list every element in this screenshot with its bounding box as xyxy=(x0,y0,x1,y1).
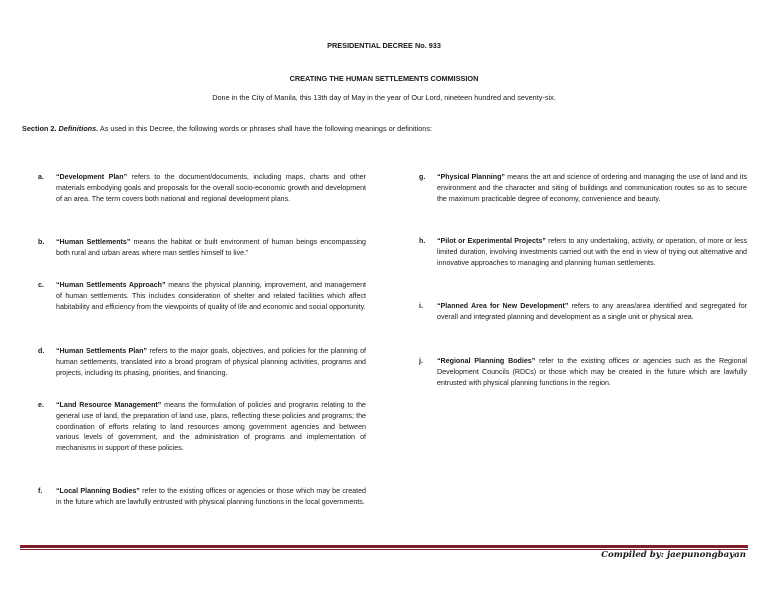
item-term: “Physical Planning” xyxy=(437,173,505,181)
item-letter: h. xyxy=(419,237,426,245)
item-term: “Regional Planning Bodies” xyxy=(437,357,536,365)
item-term: “Local Planning Bodies” xyxy=(56,487,140,495)
item-text: refers to the document/documents, including maps, charts and other materials embodying goals and proposals for the overall socio-economic growth and development of an area. The term covers both national and regional development plans. xyxy=(56,173,366,203)
decree-subtitle: CREATING THE HUMAN SETTLEMENTS COMMISSION xyxy=(289,74,479,83)
item-term: “Pilot or Experimental Projects” xyxy=(437,237,546,245)
section-name: Definitions. xyxy=(58,124,99,133)
compiled-by: Compiled by: jaepunongbayan xyxy=(601,550,746,560)
item-term: “Human Settlements” xyxy=(56,238,131,246)
item-letter: b. xyxy=(38,238,45,246)
item-term: “Human Settlements Plan” xyxy=(56,347,148,355)
item-letter: e. xyxy=(38,401,44,409)
item-letter: g. xyxy=(419,173,426,181)
item-letter: f. xyxy=(38,487,43,495)
item-term: “Development Plan” xyxy=(56,173,128,181)
item-text: means the physical planning, improvement, and management of human settlements. This includes consideration of shelter and related facilities which affect habitability and efficiency from the viewpoints of quality of life and economic and social opportunity. xyxy=(56,281,366,311)
item-letter: d. xyxy=(38,347,45,355)
section-label: Section 2. xyxy=(22,124,57,133)
item-letter: a. xyxy=(38,173,44,181)
item-text: refers to any areas/area identified and segregated for overall and integrated planning and development as a single unit or physical area. xyxy=(437,302,747,321)
item-text: refers to any undertaking, activity, or operation, of more or less limited duration, involving investments carried out with the end in view of trying out alternative and innovative approaches to managing and planning human settlements. xyxy=(437,237,747,267)
item-text: means the art and science of ordering and managing the use of land and its environment and the character and siting of buildings and communication routes so as to secure the maximum practicable degree of economy, convenience and beauty. xyxy=(437,173,747,203)
item-letter: c. xyxy=(38,281,44,289)
item-text: refer to the existing offices or agencies such as the Regional Development Councils (RDCs) or those which may be created in the future which are lawfully entrusted with physical planning functions in the region. xyxy=(437,357,747,387)
item-term: “Land Resource Management” xyxy=(56,401,162,409)
item-text: means the formulation of policies and programs relating to the general use of land, the preparation of land use, plans, reflecting these policies and programs; the coordination of efforts relating to land resources among government agencies and between various levels of government, and the administration of programs and implementation of mechanisms in support of these policies. xyxy=(56,401,366,453)
footer-rule xyxy=(20,545,748,548)
section-text: As used in this Decree, the following words or phrases shall have the following meanings or definitions: xyxy=(99,124,433,133)
item-letter: i. xyxy=(419,302,423,310)
item-term: “Planned Area for New Development” xyxy=(437,302,569,310)
item-text: means the habitat or built environment of human beings encompassing both rural and urban areas where man settles himself to live.” xyxy=(56,238,366,257)
item-text: refers to the major goals, objectives, and policies for the planning of human settlements, translated into a broad program of physical planning activities, programs and projects, including its phasing, priorities, and financing. xyxy=(56,347,366,377)
section-heading xyxy=(22,124,432,133)
done-line: Done in the City of Manila, this 13th day of May in the year of Our Lord, nineteen hundred and seventy-six. xyxy=(212,93,556,102)
decree-title: PRESIDENTIAL DECREE No. 933 xyxy=(327,41,441,50)
item-letter: j. xyxy=(419,357,423,365)
item-term: “Human Settlements Approach” xyxy=(56,281,166,289)
item-text: refer to the existing offices or agencies or those which may be created in the future which are lawfully entrusted with physical planning functions in the local governments. xyxy=(56,487,366,506)
